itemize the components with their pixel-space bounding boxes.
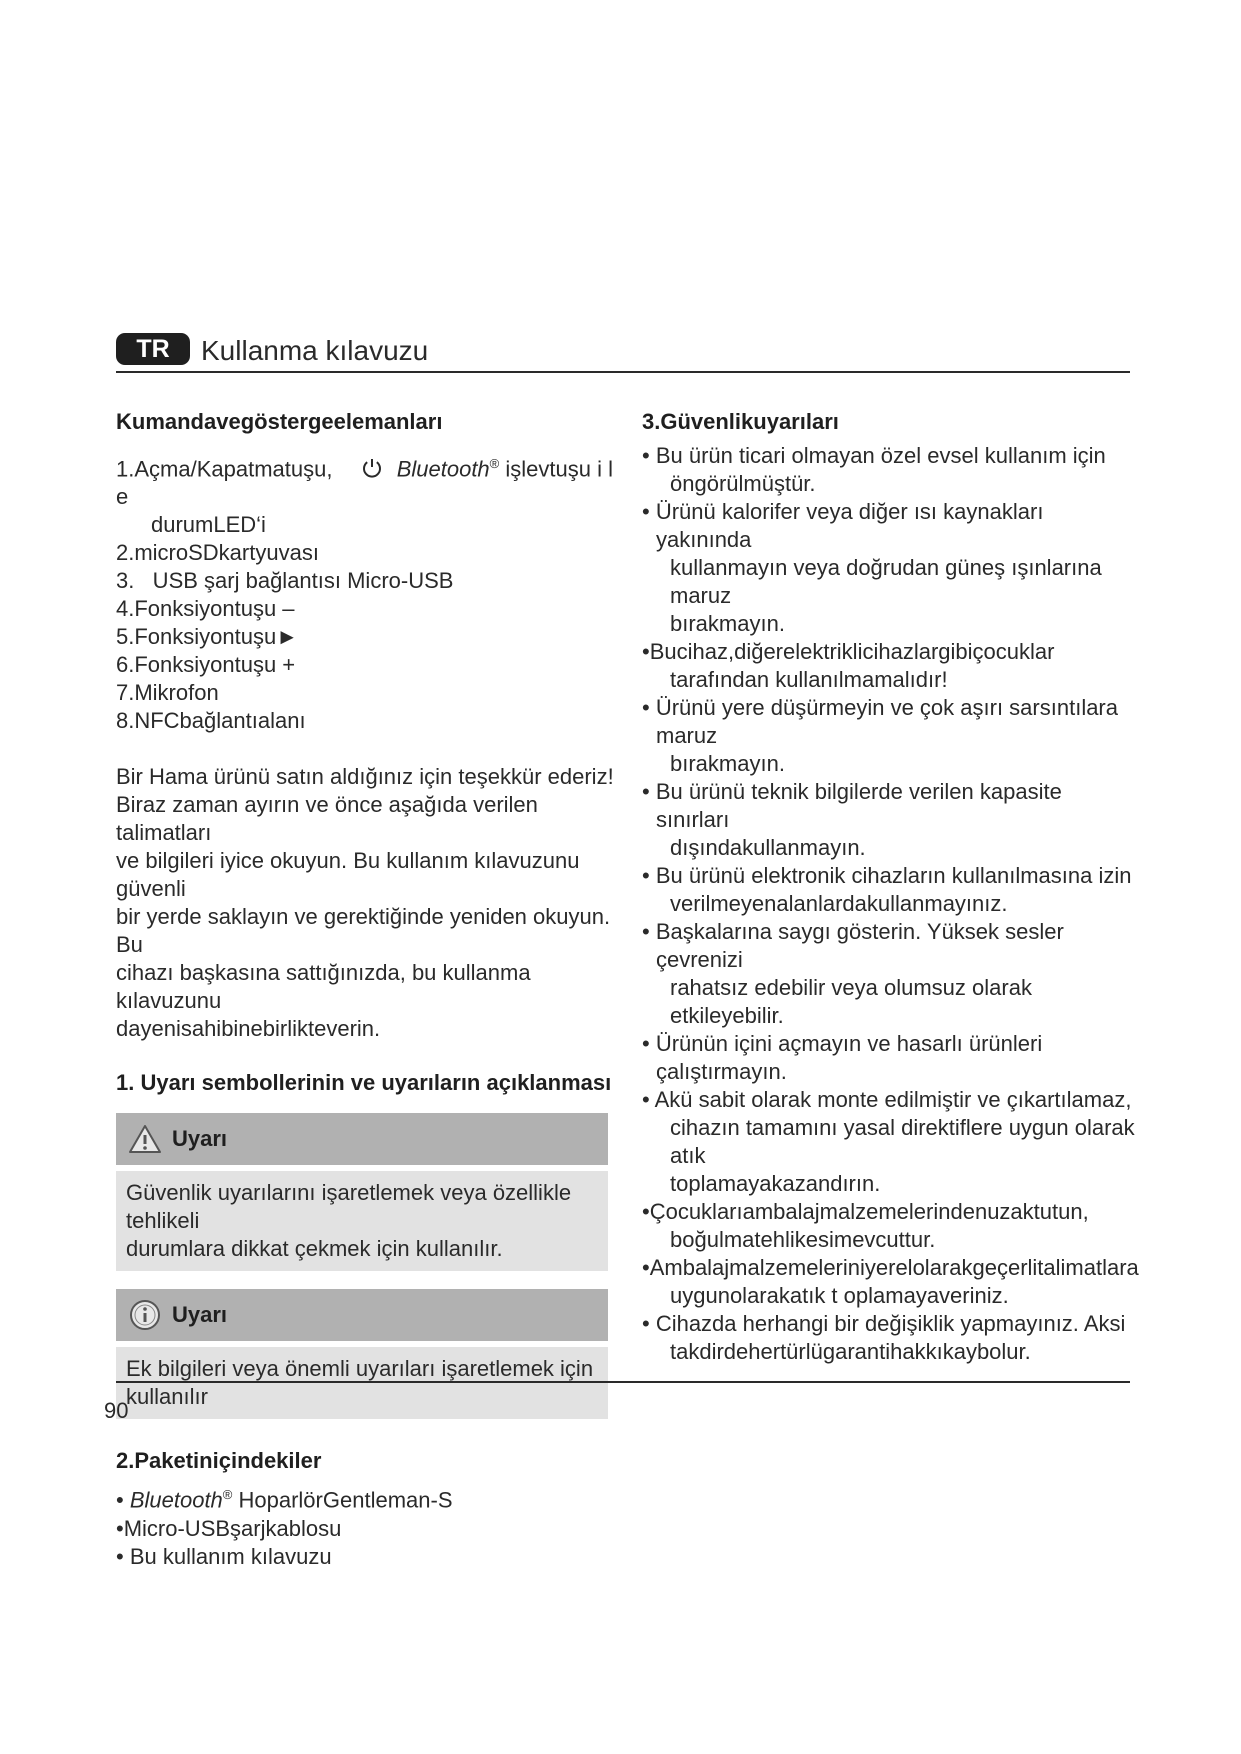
list-item [116,450,616,539]
warning-header [116,1113,608,1165]
warning-title: Uyarı [172,1126,228,1152]
power-icon [361,457,383,479]
safety-item: • Bu ürünü elektronik cihazların kullanılmasına izin verilmeyenalanlardakullanmayınız. [642,863,1132,916]
safety-item: • Başkalarına saygı gösterin. Yüksek sesler çevrenizi rahatsız edebilir veya olumsuz olarak etkileyebilir. [642,919,1064,1028]
intro-line: cihazı başkasına sattığınızda, bu kullanma kılavuzunu [116,960,531,1014]
package-list [116,1481,616,1570]
safety-item: •Ambalajmalzemeleriniyerelolarakgeçerlitalimatlara uygunolarakatık t oplamayaveriniz. [642,1255,1139,1308]
safety-item: • Cihazda herhangi bir değişiklik yapmayınız. Aksi takdirdehertürlügarantihakkıkaybolur. [642,1311,1126,1364]
intro-line: ve bilgileri iyice okuyun. Bu kullanım kılavuzunu güvenli [116,848,580,902]
controls-list [116,450,616,735]
safety-item: •Bucihaz,diğerelektriklicihazlargibiçocuklar tarafından kullanılmamalıdır! [642,639,1055,692]
warning-triangle-icon [128,1122,162,1156]
list-item: 5.Fonksiyontuşu► [116,624,298,650]
list-item: 4.Fonksiyontuşu – [116,596,295,622]
package-item: • Bluetooth® HoparlörGentleman-S [116,1487,453,1513]
warning-line: durumlara dikkat çekmek için kullanılır. [126,1236,503,1262]
list-item: 3. USB şarj bağlantısı Micro-USB [116,568,454,594]
page-title: Kullanma kılavuzu [201,335,429,366]
page-number: 90 [104,1398,129,1423]
list-item-text: 1.Açma/Kapatmatuşu, [116,456,333,482]
safety-item: • Bu ürünü teknik bilgilerde verilen kapasite sınırları dışındakullanmayın. [642,779,1062,860]
language-badge: TR [116,333,190,365]
footer-divider [116,1381,1130,1383]
list-item: 7.Mikrofon [116,680,219,706]
warning-line: Güvenlik uyarılarını işaretlemek veya özellikle tehlikeli [126,1180,572,1234]
section3-heading: 3.Güvenlikuyarıları [642,409,839,434]
intro-line: dayenisahibinebirlikteverin. [116,1016,381,1042]
info-icon [128,1298,162,1332]
safety-item: •Çocuklarıambalajmalzemelerindenuzaktutun, boğulmatehlikesimevcuttur. [642,1199,1089,1252]
intro-line: Biraz zaman ayırın ve önce aşağıda verilen talimatları [116,792,538,846]
list-item-continuation: durumLED‘i [151,512,266,538]
info-header [116,1289,608,1341]
intro-line: Bir Hama ürünü satın aldığınız için teşekkür ederiz! [116,764,614,790]
safety-item: • Akü sabit olarak monte edilmiştir ve çıkartılamaz, cihazın tamamını yasal direktiflere uygun olarak atık toplamayakazandırın. [642,1087,1135,1196]
left-column [116,408,616,1571]
safety-item: • Ürünün içini açmayın ve hasarlı ürünleri çalıştırmayın. [642,1031,1043,1084]
package-item: • Bu kullanım kılavuzu [116,1543,332,1569]
info-body [116,1347,608,1419]
package-item-text: HoparlörGentleman-S [232,1487,453,1513]
warning-body [116,1171,608,1271]
registered-mark: ® [489,456,500,471]
safety-item: • Bu ürün ticari olmayan özel evsel kullanım için öngörülmüştür. [642,443,1106,496]
right-column [642,408,1137,1366]
info-line: Ek bilgileri veya önemli uyarıları işaretlemek için [126,1356,594,1382]
list-item: 8.NFCbağlantıalanı [116,708,306,734]
intro-line: bir yerde saklayın ve gerektiğinde yeniden okuyun. Bu [116,904,611,958]
safety-list [642,442,1137,1366]
intro-paragraph [116,763,616,1043]
controls-heading: Kumandavegöstergeelemanları [116,409,443,434]
info-title: Uyarı [172,1302,228,1328]
bluetooth-label: Bluetooth [129,1487,223,1513]
list-item: 2.microSDkartyuvası [116,540,319,566]
header-divider [116,371,1130,373]
safety-item: • Ürünü kalorifer veya diğer ısı kaynakları yakınında kullanmayın veya doğrudan güneş ışınlarına maruz bırakmayın. [642,499,1102,636]
section2-heading: 2.Paketiniçindekiler [116,1448,322,1474]
info-line: kullanılır [126,1384,208,1410]
safety-item: • Ürünü yere düşürmeyin ve çok aşırı sarsıntılara maruz bırakmayın. [642,695,1118,776]
list-item-text: işlevtuşu i l e [116,456,613,510]
registered-mark: ® [222,1487,233,1503]
warning-box [116,1113,608,1271]
list-item: 6.Fonksiyontuşu + [116,652,296,678]
section1-heading: 1. Uyarı sembollerinin ve uyarıların açıklanması [116,1070,612,1096]
info-box [116,1289,608,1419]
package-item: •Micro-USBşarjkablosu [116,1515,342,1541]
bluetooth-label: Bluetooth [396,456,490,482]
